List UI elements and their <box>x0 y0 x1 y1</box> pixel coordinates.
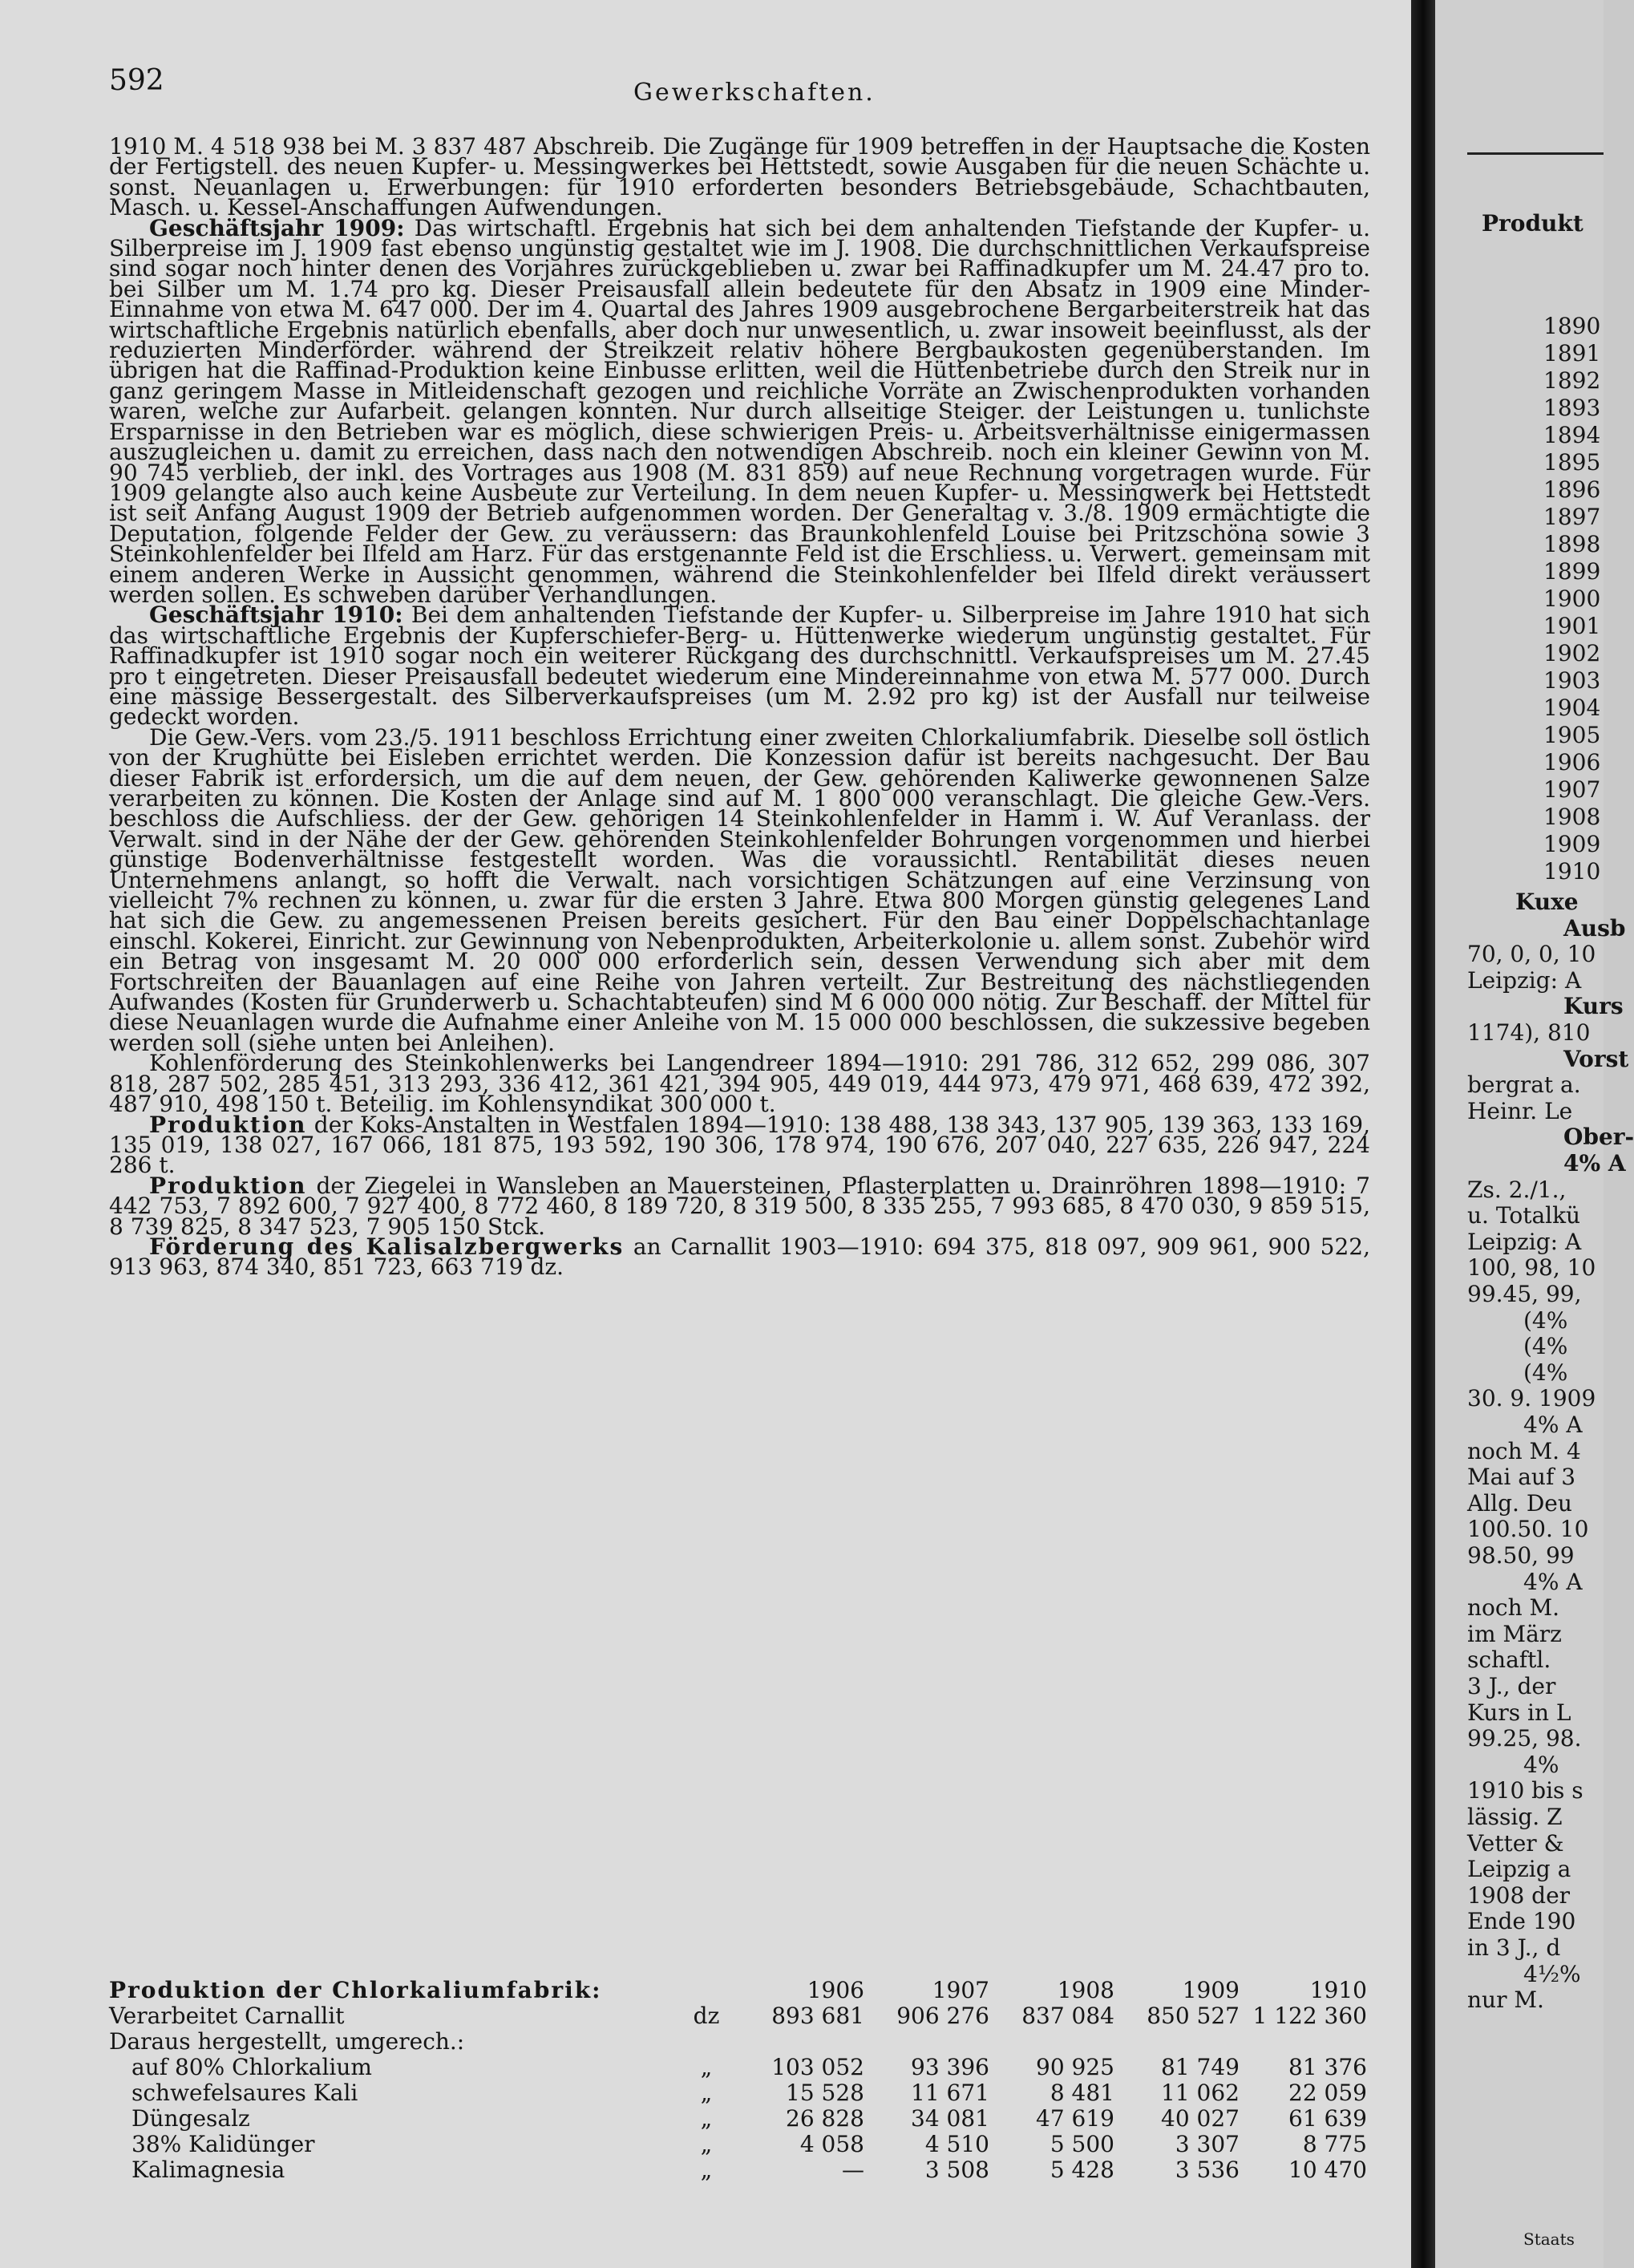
text-line: noch M. <box>1467 1594 1560 1622</box>
paragraph-fiscal-1910: Geschäftsjahr 1910: Bei dem anhaltenden Tiefstande der Kupfer- u. Silberpreise im Jahre 1910 hat sich das wirtschaftliche Ergebnis der Kupferschiefer-Berg- u. Hüttenwerke wiederum ungünstig gestaltet. Für Raffinadkupfer ist 1910 sogar noch ein weiterer Rückgang des durchschnittl. Verkaufspreises um M. 27.45 pro t eingetreten. Dieser Preisausfall bedeutet wiederum eine Mindereinnahme von etwa M. 577 000. Durch eine mässige Bessergestalt. des Silberverkaufspreises (um M. 2.92 pro kg) ist der Ausfall nur teilweise gedeckt worden. <box>109 601 1370 731</box>
paragraph-kalisalz: Förderung des Kalisalzbergwerks an Carnallit 1903—1910: 694 375, 818 097, 909 961, 900 522, 913 963, 874 340, 851 723, 663 719 dz. <box>109 1233 1370 1281</box>
table-cell: 40 027 <box>1161 2105 1240 2132</box>
table-cell: 15 528 <box>786 2080 864 2106</box>
text-line: Zs. 2./1., <box>1467 1176 1567 1203</box>
year-entry: 1906 <box>1543 749 1601 776</box>
text-line: 3 J., der <box>1467 1673 1556 1699</box>
paragraph-fiscal-1909: Geschäftsjahr 1909: Das wirtschaftl. Ergebnis hat sich bei dem anhaltenden Tiefstande der Kupfer- u. Silberpreise im J. 1909 fast ebenso ungünstig gestaltet wie im J. 1908. Die durchschnittlichen Verkaufspreise sind sogar noch hinter denen des Vorjahres zurückgeblieben u. zwar bei Raffinadkupfer um M. 24.47 pro to. bei Silber um M. 1.74 pro kg. Dieser Preisausfall allein bedeutete für den Absatz in 1909 eine Minder-Einnahme von etwa M. 647 000. Der im 4. Quartal des Jahres 1909 ausgebrochene Bergarbeiterstreik hat das wirtschaftliche Ergebnis natürlich ebenfalls, aber doch nur unwesentlich, u. zwar insoweit beeinflusst, als der reduzierten Minderförder. während der Streikzeit relativ höhere Bergbaukosten gegenüberstanden. Im übrigen hat die Raffinad-Produktion keine Einbusse erlitten, weil die Hüttenbetriebe durch den Streik nur in ganz geringem Masse in Mitleidenschaft gezogen und reichliche Vorräte an Zwischenprodukten vorhanden waren, welche zur Aufarbeit. gelangen konnten. Nur durch allseitige Steiger. der Leistungen u. tunlichste Ersparnisse in den Betrieben war es möglich, diese schwierigen Preis- u. Arbeitsverhältnisse einigermassen auszugleichen u. damit zu erreichen, dass nach den notwendigen Abschreib. noch ein kleiner Gewinn von M. 90 745 verblieb, der inkl. des Vortrages aus 1908 (M. 831 859) auf neue Rechnung vorgetragen wurde. Für 1909 gelangte also auch keine Ausbeute zur Verteilung. In dem neuen Kupfer- u. Messingwerk bei Hettstedt ist seit Anfang August 1909 der Betrieb aufgenommen worden. Der Generaltag v. 3./8. 1909 ermächtigte die Deputation, folgende Felder der Gew. zu veräussern: das Braunkohlenfeld Louise bei Pritzschöna sowie 3 Steinkohlenfelder bei Ilfeld am Harz. Für das erstgenannte Feld ist die Erschliess. u. Verwert. gemeinsam mit einem anderen Werke in Aussicht genommen, während die Steinkohlenfelder bei Ilfeld direkt veräussert werden sollen. Es schweben darüber Verhandlungen. <box>109 214 1370 608</box>
table-cell: 906 276 <box>896 2003 989 2029</box>
right-page-footer: Staats <box>1523 2230 1575 2249</box>
table-row <box>109 2106 1370 2132</box>
text-line: 4% A <box>1563 1150 1626 1177</box>
table-cell: 11 671 <box>911 2080 989 2106</box>
text-line: Leipzig: A <box>1467 1228 1582 1255</box>
text-line: 30. 9. 1909 <box>1467 1385 1596 1412</box>
text-line: in 3 J., d <box>1467 1934 1561 1961</box>
year-entry: 1904 <box>1543 695 1601 721</box>
row-label: Düngesalz <box>131 2105 250 2132</box>
year-entry: 1899 <box>1543 558 1601 585</box>
text-line: Ausb <box>1563 914 1626 942</box>
year-entry: 1900 <box>1543 585 1601 612</box>
row-label: 38% Kalidünger <box>131 2131 315 2157</box>
table-cell: 8 481 <box>1050 2080 1114 2106</box>
year-entry: 1907 <box>1543 776 1601 803</box>
year-entry: 1902 <box>1543 640 1601 666</box>
text-line: 99.25, 98. <box>1467 1725 1582 1752</box>
text-line: 1908 der <box>1467 1881 1571 1909</box>
text-line: nur M. <box>1467 1987 1544 2014</box>
text-line: 4% A <box>1523 1411 1583 1438</box>
text-line: Kuxe <box>1515 889 1579 915</box>
year-entry: 1893 <box>1543 395 1601 421</box>
text-line: 4% A <box>1523 1568 1583 1595</box>
text-line: Leipzig a <box>1467 1856 1571 1883</box>
table-row <box>109 2055 1370 2080</box>
table-cell: 4 058 <box>799 2131 864 2157</box>
table-cell: 5 500 <box>1050 2131 1114 2157</box>
text-line: Heinr. Le <box>1467 1097 1573 1124</box>
section-heading-1910: Geschäftsjahr 1910: <box>149 601 403 629</box>
year-entry: 1910 <box>1543 858 1601 885</box>
rule-line <box>1467 152 1604 155</box>
table-header-row <box>109 1978 1370 2003</box>
table-title: Produktion der Chlorkaliumfabrik: <box>109 1977 602 2003</box>
lead-word: Produktion <box>149 1111 307 1138</box>
table-row <box>109 2080 1370 2106</box>
text-line: 100, 98, 10 <box>1467 1254 1596 1282</box>
table-cell: 90 925 <box>1036 2054 1114 2080</box>
table-cell: 3 508 <box>924 2157 989 2183</box>
year-entry: 1903 <box>1543 667 1601 694</box>
text-line: 100.50. 10 <box>1467 1516 1589 1543</box>
year-entry: 1897 <box>1543 504 1601 530</box>
year-entry: 1892 <box>1543 367 1601 394</box>
row-unit: „ <box>700 2131 713 2157</box>
year-entry: 1901 <box>1543 613 1601 639</box>
year-entry: 1894 <box>1543 422 1601 448</box>
paragraph-1: 1910 M. 4 518 938 bei M. 3 837 487 Abschreib. Die Zugänge für 1909 betreffen in der Hauptsache die Kosten der Fertigstell. des neuen Kupfer- u. Messingwerkes bei Hettstedt, sowie Ausgaben für die neuen Schächte u. sonst. Neuanlagen u. Erwerbungen: für 1910 erforderten besonders Betriebsgebäude, Schachtbauten, Masch. u. Kessel-Anschaffungen Aufwendungen. <box>109 133 1370 221</box>
row-label: schwefelsaures Kali <box>131 2080 358 2106</box>
paragraph-ziegelei: Produktion der Ziegelei in Wansleben an Mauersteinen, Pflasterplatten u. Drainröhren 1898—1910: 7 442 753, 7 892 600, 7 927 400, 8 772 460, 8 189 720, 8 319 500, 8 335 255, 7 993 685, 8 470 030, 9 859 515, 8 739 825, 8 347 523, 7 905 150 Stck. <box>109 1172 1370 1240</box>
text-line: im März <box>1467 1620 1562 1647</box>
production-table <box>109 1978 1370 2183</box>
table-row <box>109 2132 1370 2157</box>
table-cell: 850 527 <box>1147 2003 1240 2029</box>
text-line: bergrat a. <box>1467 1071 1581 1099</box>
year-header: 1906 <box>807 1977 864 2003</box>
text-line: 70, 0, 0, 10 <box>1467 941 1596 968</box>
table-cell <box>742 2029 868 2055</box>
table-cell: 8 775 <box>1302 2131 1367 2157</box>
table-cell <box>993 2029 1118 2055</box>
body-text <box>109 133 1370 1281</box>
table-cell: 22 059 <box>1288 2080 1367 2106</box>
book-gutter <box>1411 0 1435 2268</box>
text-line: 1174), 810 <box>1467 1019 1591 1046</box>
year-entry: 1895 <box>1543 449 1601 476</box>
text-line: Leipzig: A <box>1467 966 1582 994</box>
table-cell: 81 749 <box>1161 2054 1240 2080</box>
year-header: 1907 <box>932 1977 989 2003</box>
year-entry: 1905 <box>1543 722 1601 748</box>
table-cell: 893 681 <box>771 2003 864 2029</box>
right-page-fragment <box>1435 0 1634 2268</box>
table-cell: 103 052 <box>771 2054 864 2080</box>
row-unit: „ <box>700 2054 713 2080</box>
table-cell: 47 619 <box>1036 2105 1114 2132</box>
row-label: Daraus hergestellt, umgerech.: <box>109 2028 465 2055</box>
text-line: lässig. Z <box>1467 1804 1563 1830</box>
table-cell <box>868 2029 993 2055</box>
table-cell: 1 122 360 <box>1252 2003 1367 2029</box>
row-unit: dz <box>693 2003 720 2029</box>
text-line: 1910 bis s <box>1467 1777 1583 1804</box>
lead-word: Produktion <box>149 1172 307 1199</box>
text-line: 98.50, 99 <box>1467 1542 1575 1569</box>
text-line: Ober- <box>1563 1124 1634 1151</box>
table-cell: 81 376 <box>1288 2054 1367 2080</box>
table-cell: 11 062 <box>1161 2080 1240 2106</box>
table-row <box>109 2003 1370 2029</box>
text-line: Kurs <box>1563 993 1624 1020</box>
table-row <box>109 2029 1370 2055</box>
year-header: 1908 <box>1057 1977 1114 2003</box>
right-page-heading: Produkt <box>1482 210 1583 237</box>
text-line: (4% <box>1523 1359 1568 1386</box>
year-header: 1910 <box>1309 1977 1367 2003</box>
table-cell: 837 084 <box>1021 2003 1114 2029</box>
year-entry: 1896 <box>1543 476 1601 503</box>
text-line: noch M. 4 <box>1467 1437 1581 1464</box>
table-row <box>109 2157 1370 2183</box>
row-unit: „ <box>700 2105 713 2132</box>
text-line: Mai auf 3 <box>1467 1464 1576 1491</box>
page-number: 592 <box>109 64 164 97</box>
table-cell: 61 639 <box>1288 2105 1367 2132</box>
text-line: 99.45, 99, <box>1467 1281 1582 1307</box>
table-cell: 26 828 <box>786 2105 864 2132</box>
year-entry: 1891 <box>1543 340 1601 367</box>
text-line: (4% <box>1523 1306 1568 1334</box>
text-line: schaftl. <box>1467 1646 1551 1674</box>
row-unit <box>670 2029 742 2055</box>
text-line: (4% <box>1523 1333 1568 1360</box>
year-entry: 1908 <box>1543 804 1601 830</box>
table-cell <box>1118 2029 1243 2055</box>
table-cell: 34 081 <box>911 2105 989 2132</box>
year-entry: 1890 <box>1543 313 1601 339</box>
year-header: 1909 <box>1182 1977 1240 2003</box>
text-line: 4½% <box>1523 1960 1581 1987</box>
paragraph-kohlenfoerderung: Kohlenförderung des Steinkohlenwerks bei Langendreer 1894—1910: 291 786, 312 652, 299 086, 307 818, 287 502, 285 451, 313 293, 336 412, 361 421, 394 905, 449 019, 444 973, 479 971, 468 639, 472 392, 487 910, 498 150 t. Beteilig. im Kohlensyndikat 300 000 t. <box>109 1050 1370 1118</box>
text-line: u. Totalkü <box>1467 1202 1581 1229</box>
year-entry: 1909 <box>1543 831 1601 857</box>
text-line: Vetter & <box>1467 1829 1564 1857</box>
text-line: Vorst <box>1563 1045 1629 1072</box>
row-label: auf 80% Chlorkalium <box>131 2054 372 2080</box>
text-line: 4% <box>1523 1751 1559 1778</box>
lead-word: Förderung des Kalisalzbergwerks <box>149 1233 625 1260</box>
table-cell: 93 396 <box>911 2054 989 2080</box>
table-cell: 3 536 <box>1175 2157 1240 2183</box>
row-unit: „ <box>700 2080 713 2106</box>
year-entry: 1898 <box>1543 531 1601 557</box>
table-cell: 5 428 <box>1050 2157 1114 2183</box>
table-cell <box>1243 2029 1370 2055</box>
table-cell: — <box>842 2157 864 2183</box>
paragraph-koks: Produktion der Koks-Anstalten in Westfalen 1894—1910: 138 488, 138 343, 137 905, 139 363, 133 169, 135 019, 138 027, 167 066, 181 875, 193 592, 190 306, 178 974, 190 676, 207 040, 227 635, 226 947, 224 286 t. <box>109 1111 1370 1179</box>
text-line: Kurs in L <box>1467 1699 1571 1726</box>
row-label: Kalimagnesia <box>131 2157 285 2183</box>
row-label: Verarbeitet Carnallit <box>109 2003 345 2029</box>
row-unit: „ <box>700 2157 713 2183</box>
running-head: Gewerkschaften. <box>633 79 876 107</box>
text-line: Ende 190 <box>1467 1908 1576 1935</box>
text-line: Allg. Deu <box>1467 1489 1572 1517</box>
table-cell: 3 307 <box>1175 2131 1240 2157</box>
section-heading-1909: Geschäftsjahr 1909: <box>149 214 405 241</box>
paragraph-chlorkalium: Die Gew.-Vers. vom 23./5. 1911 beschloss Errichtung einer zweiten Chlorkaliumfabrik. Dieselbe soll östlich von der Krughütte bei Eisleben errichtet werden. Die Konzession dafür ist bereits nachgesucht. Der Bau dieser Fabrik ist erfordersich, um die auf dem neuen, der Gew. gehörenden Kaliwerke gewonnenen Salze verarbeiten zu können. Die Kosten der Anlage sind auf M. 1 800 000 veranschlagt. Die gleiche Gew.-Vers. beschloss die Aufschliess. der der Gew. gehörigen 14 Steinkohlenfelder in Hamm i. W. Auf Veranlass. der Verwalt. sind in der Nähe der der Gew. gehörenden Steinkohlenfelder Bohrungen vorgenommen und hierbei günstige Bodenverhältnisse festgestellt worden. Was die voraussichtl. Rentabilität dieses neuen Unternehmens anlangt, so hofft die Verwalt. nach vorsichtigen Schätzungen auf eine Verzinsung von vielleicht 7% rechnen zu können, u. zwar für die ersten 3 Jahre. Etwa 800 Morgen günstig gelegenes Land hat sich die Gew. zu angemessenen Preisen bereits gesichert. Für den Bau einer Doppelschachtanlage einschl. Kokerei, Einricht. zur Gewinnung von Nebenprodukten, Arbeiterkolonie u. allem sonst. Zubehör wird ein Betrag von insgesamt M. 20 000 000 erforderlich sein, dessen Verwendung sich aber mit dem Fortschreiten der Bauanlagen auf eine Reihe von Jahren verteilt. Zur Bestreitung des nächstliegenden Aufwandes (Kosten für Grunderwerb u. Schachtabteufen) sind M 6 000 000 nötig. Zur Beschaff. der Mittel für diese Neuanlagen wurde die Aufnahme einer Anleihe von M. 15 000 000 beschlossen, die sukzessive begeben werden soll (siehe unten bei Anleihen). <box>109 723 1370 1056</box>
table-cell: 4 510 <box>924 2131 989 2157</box>
table-cell: 10 470 <box>1288 2157 1367 2183</box>
